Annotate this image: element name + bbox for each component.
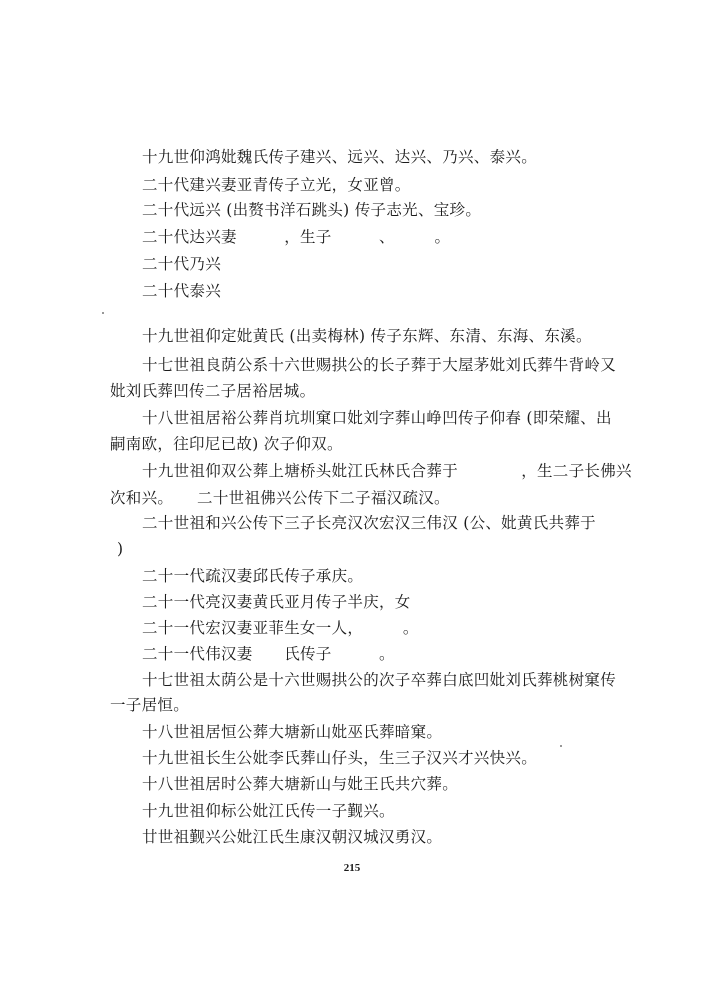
text-line: 十九世祖长生公妣李氏葬山仔头，生三子汉兴才兴快兴。 (142, 749, 538, 767)
text-line: 二十一代伟汉妻 氏传子 。 (142, 645, 395, 663)
text-line: 二十代泰兴 (142, 282, 222, 300)
text-line: 十七世祖良荫公系十六世赐拱公的长子葬于大屋茅妣刘氏葬牛背岭又 (142, 356, 617, 374)
scan-speck (102, 312, 104, 314)
text-line: 次和兴。 二十世祖佛兴公传下二子福汉疏汉。 (110, 489, 450, 507)
text-line: 十八世祖居恒公葬大塘新山妣巫氏葬暗窠。 (142, 723, 443, 741)
text-line: ) (117, 540, 124, 558)
text-line: 一子居恒。 (110, 696, 190, 714)
text-line: 十八世祖居裕公葬肖坑圳窠口妣刘字葬山峥凹传子仰春 (即荣耀、出 (142, 409, 612, 427)
scan-speck (560, 745, 562, 747)
text-line: 二十代乃兴 (142, 255, 222, 273)
text-line: 十九世祖仰定妣黄氏 (出卖梅林) 传子东辉、东清、东海、东溪。 (142, 327, 592, 345)
page-number: 215 (343, 862, 361, 874)
text-line: 十七世祖太荫公是十六世赐拱公的次子卒葬白底凹妣刘氏葬桃树窠传 (142, 671, 617, 689)
text-line: 十八世祖居时公葬大塘新山与妣王氏共穴葬。 (142, 775, 459, 793)
text-line: 十九世仰鸿妣魏氏传子建兴、远兴、达兴、乃兴、泰兴。 (142, 148, 538, 166)
text-line: 二十代建兴妻亚青传子立光，女亚曾。 (142, 176, 411, 194)
text-line: 二十世祖和兴公传下三子长亮汉次宏汉三伟汉 (公、妣黄氏共葬于 (142, 514, 596, 532)
text-line: 十九世祖仰双公葬上塘桥头妣江氏林氏合葬于 ，生二子长佛兴 (142, 462, 632, 480)
text-line: 二十代达兴妻 ，生子 、 。 (142, 228, 451, 246)
text-line: 嗣南欧，往印尼已故) 次子仰双。 (110, 435, 343, 453)
text-line: 十九世祖仰标公妣江氏传一子觐兴。 (142, 802, 395, 820)
text-line: 廿世祖觐兴公妣江氏生康汉朝汉城汉勇汉。 (142, 828, 443, 846)
text-line: 二十代远兴 (出赘书洋石跳头) 传子志光、宝珍。 (142, 201, 482, 219)
text-line: 二十一代宏汉妻亚菲生女一人， 。 (142, 619, 419, 637)
text-line: 二十一代亮汉妻黄氏亚月传子半庆，女 (142, 593, 411, 611)
text-line: 二十一代疏汉妻邱氏传子承庆。 (142, 567, 364, 585)
text-line: 妣刘氏葬凹传二子居裕居城。 (110, 382, 316, 400)
